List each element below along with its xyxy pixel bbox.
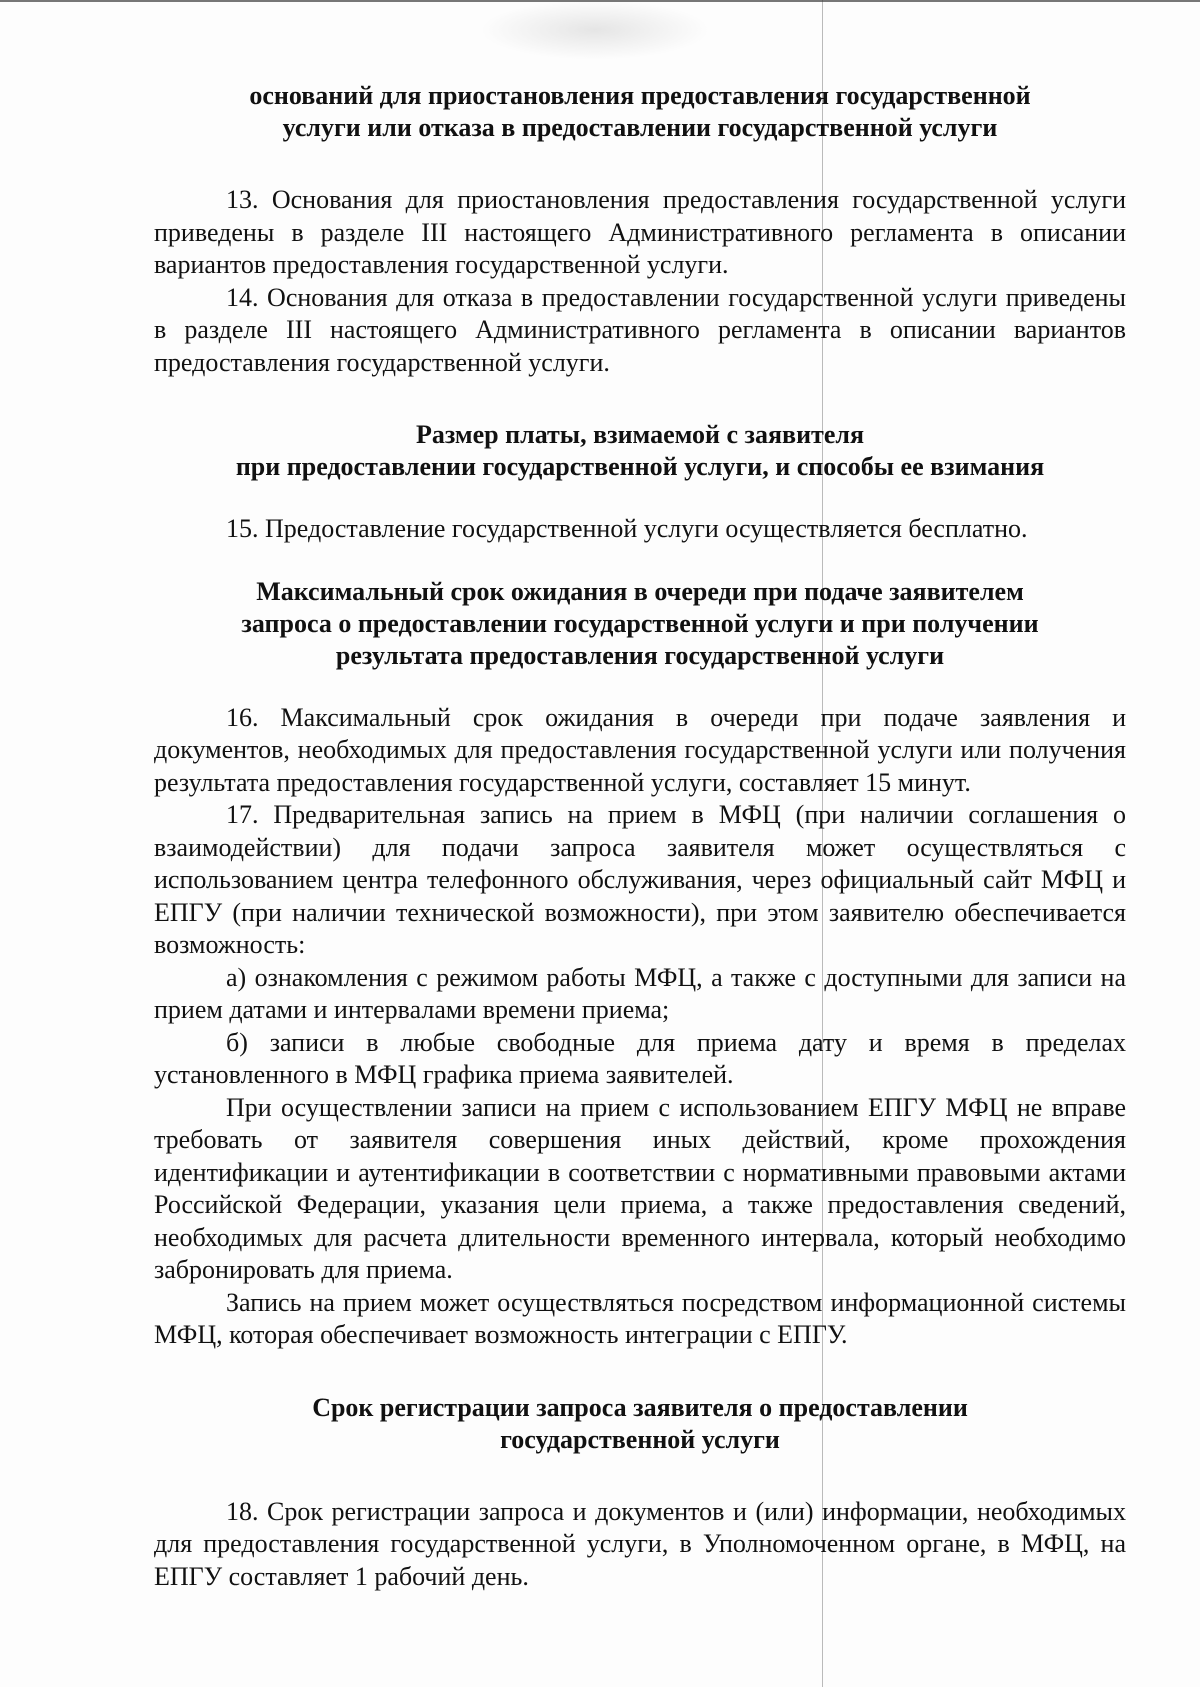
section-heading-fee (154, 419, 1126, 483)
document-body (154, 80, 1126, 1593)
heading-line: запроса о предоставлении государственной услуги и при получении (241, 608, 1039, 638)
heading-line: Срок регистрации запроса заявителя о предоставлении (312, 1392, 968, 1422)
paragraph-epgu-booking: При осуществлении записи на прием с использованием ЕПГУ МФЦ не вправе требовать от заявителя совершения иных действий, кроме прохождения идентификации и аутентификации в соответствии с нормативными правовыми актами Российской Федерации, указания цели приема, а также предоставления сведений, необходимых для расчета длительности временного интервала, который необходимо забронировать для приема. (154, 1092, 1126, 1284)
heading-line: при предоставлении государственной услуги, и способы ее взимания (235, 452, 1045, 481)
paragraph-mfc-system: Запись на прием может осуществляться посредством информационной системы МФЦ, которая обеспечивает возможность интеграции с ЕПГУ. (154, 1287, 1126, 1349)
section-heading-waiting-time (154, 576, 1126, 672)
paragraph-13: 13. Основания для приостановления предоставления государственной услуги приведены в разделе III настоящего Административного регламента в описании вариантов предоставления государственной услуги. (154, 185, 1126, 279)
paragraph-14: 14. Основания для отказа в предоставлении государственной услуги приведены в разделе III настоящего Административного регламента в описании вариантов предоставления государственной услуги. (154, 282, 1126, 377)
heading-line: услуги или отказа в предоставлении государственной услуги (282, 113, 998, 142)
section-heading-suspension-grounds (154, 80, 1126, 144)
heading-line: результата предоставления государственной услуги (335, 640, 945, 670)
paragraph-15: 15. Предоставление государственной услуги осуществляется бесплатно. (226, 514, 1028, 543)
heading-line: оснований для приостановления предоставления государственной (249, 81, 1031, 110)
paragraph-16: 16. Максимальный срок ожидания в очереди при подаче заявления и документов, необходимых для предоставления государственной услуги или получения результата предоставления государственной услуги, составляет 15 минут. (154, 702, 1126, 797)
heading-line: Размер платы, взимаемой с заявителя (415, 420, 865, 449)
paragraph-17: 17. Предварительная запись на прием в МФЦ (при наличии соглашения о взаимодействии) для подачи запроса заявителя может осуществляться с использованием центра телефонного обслуживания, через официальный сайт МФЦ и ЕПГУ (при наличии технической возможности), при этом заявителю обеспечивается возможность: (154, 800, 1126, 959)
paragraph-17b: б) записи в любые свободные для приема дату и время в пределах установленного в МФЦ графика приема заявителей. (154, 1027, 1126, 1089)
heading-line: Максимальный срок ожидания в очереди при подаче заявителем (256, 576, 1024, 606)
heading-line: государственной услуги (500, 1424, 780, 1454)
paragraph-17a: а) ознакомления с режимом работы МФЦ, а также с доступными для записи на прием датами и интервалами времени приема; (154, 962, 1126, 1024)
paragraph-18: 18. Срок регистрации запроса и документов и (или) информации, необходимых для предоставления государственной услуги, в Уполномоченном органе, в МФЦ, на ЕПГУ составляет 1 рабочий день. (154, 1496, 1126, 1591)
section-heading-registration-term (154, 1392, 1126, 1456)
scan-artifact (480, 0, 710, 60)
